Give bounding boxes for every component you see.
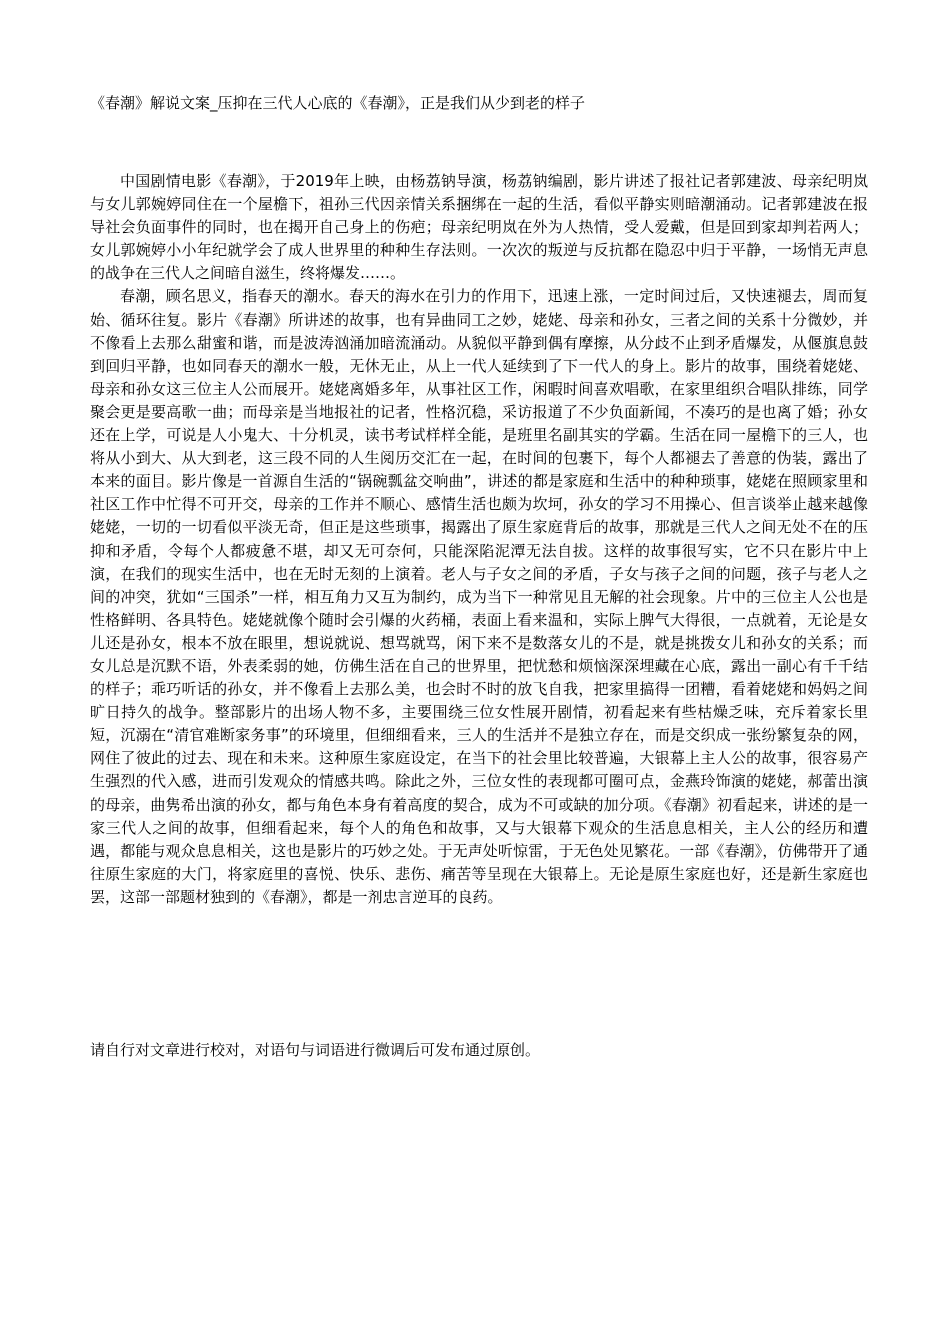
- body-paragraph: 中国剧情电影《春潮》，于2019年上映，由杨荔钠导演，杨荔钠编剧，影片讲述了报社记者郭建波、母亲纪明岚与女儿郭婉婷同住在一个屋檐下，祖孙三代因亲情关系捆绑在一起的生活，看似平静实则暗潮涌动。记者郭建波在报导社会负面事件的同时，也在揭开自己身上的伤疤；母亲纪明岚在外为人热情，受人爱戴，但是回到家却判若两人；女儿郭婉婷小小年纪就学会了成人世界里的种种生存法则。一次次的叛逆与反抗都在隐忍中归于平静，一场悄无声息的战争在三代人之间暗自滋生，终将爆发……。: [90, 172, 868, 283]
- body-paragraph: 春潮，顾名思义，指春天的潮水。春天的海水在引力的作用下，迅速上涨，一定时间过后，又快速褪去，周而复始、循环往复。影片《春潮》所讲述的故事，也有异曲同工之妙，姥姥、母亲和孙女，三者之间的关系十分微妙，并不像看上去那么甜蜜和谐，而是波涛汹涌加暗流涌动。从貌似平静到偶有摩擦，从分歧不止到矛盾爆发，从偃旗息鼓到回归平静，也如同春天的潮水一般，无休无止，从上一代人延续到了下一代人的身上。影片的故事，围绕着姥姥、母亲和孙女这三位主人公而展开。姥姥离婚多年，从事社区工作，闲暇时间喜欢唱歌，在家里组织合唱队排练，同学聚会更是要高歌一曲；而母亲是当地报社的记者，性格沉稳，采访报道了不少负面新闻，不凑巧的是也离了婚；孙女还在上学，可说是人小鬼大、十分机灵，读书考试样样全能，是班里名副其实的学霸。生活在同一屋檐下的三人，也将从小到大、从大到老，这三段不同的人生阅历交汇在一起，在时间的包裹下，每个人都褪去了善意的伪装，露出了本来的面目。影片像是一首源自生活的“锅碗瓢盆交响曲”，讲述的都是家庭和生活中的种种琐事，姥姥在照顾家里和社区工作中忙得不可开交，母亲的工作并不顺心、感情生活也颇为坎坷，孙女的学习不用操心、但言谈举止越来越像姥姥，一切的一切看似平淡无奇，但正是这些琐事，揭露出了原生家庭背后的故事，那就是三代人之间无处不在的压抑和矛盾，令每个人都疲惫不堪，却又无可奈何，只能深陷泥潭无法自拔。这样的故事很写实，它不只在影片中上演，在我们的现实生活中，也在无时无刻的上演着。老人与子女之间的矛盾，子女与孩子之间的问题，孩子与老人之间的冲突，犹如“三国杀”一样，相互角力又互为制约，成为当下一种常见且无解的社会现象。片中的三位主人公也是性格鲜明、各具特色。姥姥就像个随时会引爆的火药桶，表面上看来温和，实际上脾气大得很，一点就着，无论是女儿还是孙女，根本不放在眼里，想说就说、想骂就骂，闲下来不是数落女儿的不是，就是挑拨女儿和孙女的关系；而女儿总是沉默不语，外表柔弱的她，仿佛生活在自己的世界里，把忧愁和烦恼深深埋藏在心底，露出一副心有千千结的样子；乖巧听话的孙女，并不像看上去那么美，也会时不时的放飞自我，把家里搞得一团糟，看着姥姥和妈妈之间旷日持久的战争。整部影片的出场人物不多，主要围绕三位女性展开剧情，初看起来有些枯燥乏味，充斥着家长里短，沉溺在“清官难断家务事”的环境里，但细细看来，三人的生活并不是独立存在，而是交织成一张纷繁复杂的网，网住了彼此的过去、现在和未来。这种原生家庭设定，在当下的社会里比较普遍，大银幕上主人公的故事，很容易产生强烈的代入感，进而引发观众的情感共鸣。除此之外，三位女性的表现都可圈可点，金燕玲饰演的姥姥，郝蕾出演的母亲，曲隽希出演的孙女，都与角色本身有着高度的契合，成为不可或缺的加分项。《春潮》初看起来，讲述的是一家三代人之间的故事，但细看起来，每个人的角色和故事，又与大银幕下观众的生活息息相关，主人公的经历和遭遇，都能与观众息息相关，这也是影片的巧妙之处。于无声处听惊雷，于无色处见繁花。一部《春潮》，仿佛带开了通往原生家庭的大门，将家庭里的喜悦、快乐、悲伤、痛苦等呈现在大银幕上。无论是原生家庭也好，还是新生家庭也罢，这部一部题材独到的《春潮》，都是一剂忠言逆耳的良药。: [90, 287, 868, 906]
- document-title: 《春潮》解说文案_压抑在三代人心底的《春潮》，正是我们从少到老的样子: [90, 94, 586, 112]
- footer-note: 请自行对文章进行校对，对语句与词语进行微调后可发布通过原创。: [90, 1041, 541, 1059]
- document-body: [90, 170, 868, 909]
